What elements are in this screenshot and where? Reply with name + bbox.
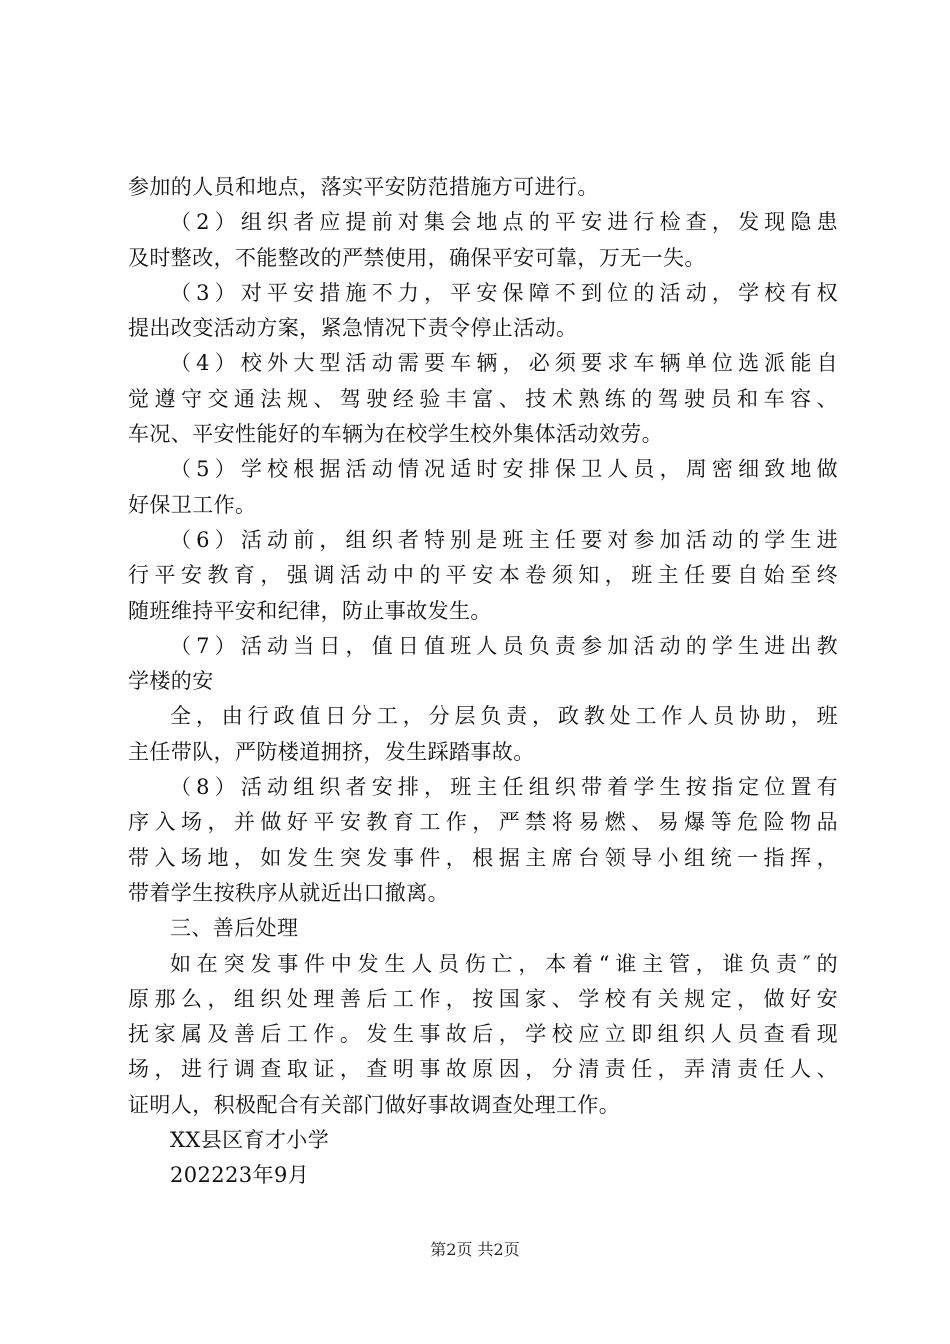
page-footer: 第2页 共2页 <box>430 1240 520 1259</box>
text-line: 带着学生按秩序从就近出口撤离。 <box>128 880 449 905</box>
text-line: 场，进行调查取证，查明事故原因，分清责任，弄清责任人、 <box>128 1057 838 1082</box>
text-line: （8）活动组织者安排，班主任组织带着学生按指定位置有 <box>170 775 838 800</box>
text-line: 好保卫工作。 <box>128 492 257 517</box>
text-line: 原那么，组织处理善后工作，按国家、学校有关规定，做好安 <box>128 986 838 1011</box>
text-line: （7）活动当日，值日值班人员负责参加活动的学生进出教 <box>170 633 838 658</box>
text-line: 如在突发事件中发生人员伤亡，本着“谁主管，谁负责″的 <box>170 951 838 976</box>
text-line: 证明人，积极配合有关部门做好事故调查处理工作。 <box>128 1092 621 1117</box>
text-line: 及时整改，不能整改的严禁使用，确保平安可靠，万无一失。 <box>128 245 706 270</box>
text-line: 车况、平安性能好的车辆为在校学生校外集体活动效劳。 <box>128 422 663 447</box>
text-line: （3）对平安措施不力，平安保障不到位的活动，学校有权 <box>170 280 838 305</box>
text-line: XX县区育才小学 <box>170 1128 330 1153</box>
text-line: 提出改变活动方案，紧急情况下责令停止活动。 <box>128 316 578 341</box>
text-line: 随班维持平安和纪律，防止事故发生。 <box>128 598 492 623</box>
text-line: 行平安教育，强调活动中的平安本卷须知，班主任要自始至终 <box>128 563 838 588</box>
text-line: 主任带队，严防楼道拥挤，发生踩踏事故。 <box>128 739 535 764</box>
text-line: 全，由行政值日分工，分层负责，政教处工作人员协助，班 <box>170 704 838 729</box>
text-line: 学楼的安 <box>128 669 214 694</box>
text-line: （6）活动前，组织者特别是班主任要对参加活动的学生进 <box>170 527 838 552</box>
text-line: 三、善后处理 <box>170 916 299 941</box>
text-line: （5）学校根据活动情况适时安排保卫人员，周密细致地做 <box>170 457 838 482</box>
text-line: 202223年9月 <box>170 1163 310 1188</box>
text-line: 序入场，并做好平安教育工作，严禁将易燃、易爆等危险物品 <box>128 810 838 835</box>
text-line: 带入场地，如发生突发事件，根据主席台领导小组统一指挥， <box>128 845 838 870</box>
document-body <box>128 170 838 1194</box>
text-line: 参加的人员和地点，落实平安防范措施方可进行。 <box>128 175 599 199</box>
text-line: （4）校外大型活动需要车辆，必须要求车辆单位选派能自 <box>170 351 838 376</box>
text-line: 觉遵守交通法规、驾驶经验丰富、技术熟练的驾驶员和车容、 <box>128 386 838 411</box>
text-line: （2）组织者应提前对集会地点的平安进行检查，发现隐患 <box>170 210 838 235</box>
text-line: 抚家属及善后工作。发生事故后，学校应立即组织人员查看现 <box>128 1022 838 1047</box>
